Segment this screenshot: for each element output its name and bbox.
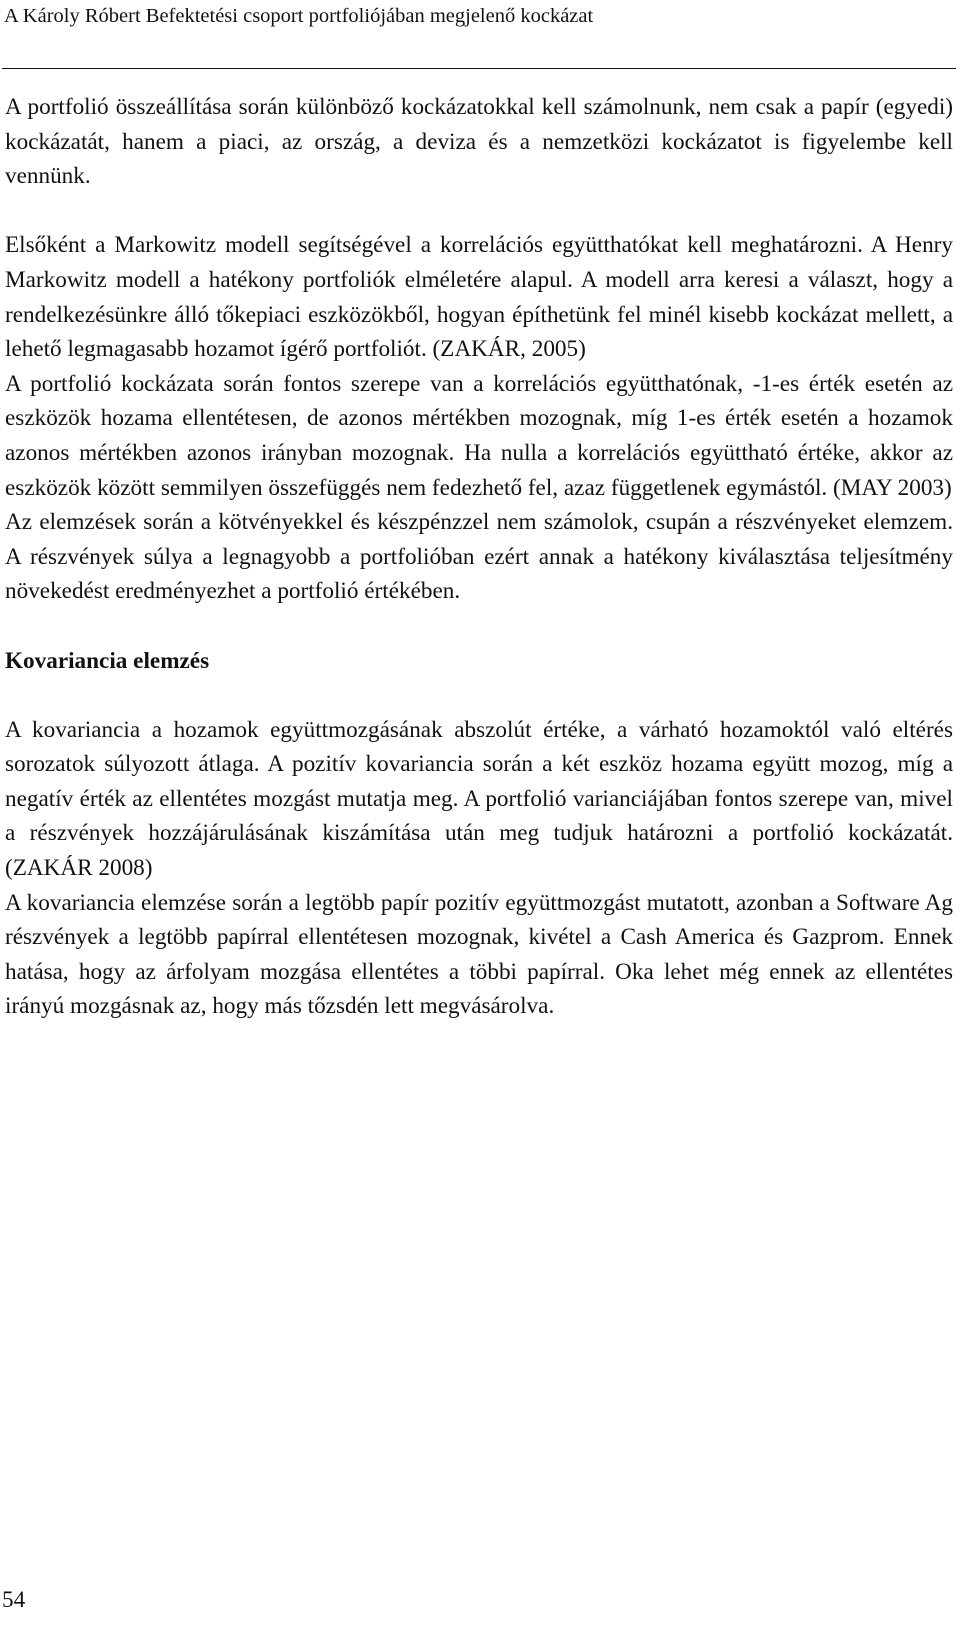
paragraph-covariance-definition: A kovariancia a hozamok együttmozgásának abszolút értéke, a várható hozamoktól való eltérés sorozatok súlyozott átlaga. A pozitív kovariancia során a két eszköz hozama együtt mozog, míg a negatív érték az ellentétes mozgást mutatja meg. A portfolió varianciájában fontos szerepe van, mivel a részvények hozzájárulásának kiszámítása után meg tudjuk határozni a portfolió kockázatát. (ZAKÁR 2008) <box>5 716 953 882</box>
section-spacer-top <box>5 609 953 644</box>
page-number: 54 <box>2 1587 26 1613</box>
header-divider <box>2 68 956 69</box>
paragraph-spacer <box>5 194 953 229</box>
section-heading: Kovariancia elemzés <box>5 647 210 674</box>
paragraph-correlation: A portfolió kockázata során fontos szerepe van a korrelációs együtthatónak, -1-es érték esetén az eszközök hozama ellentétesen, de azonos mértékben mozognak, míg 1-es érték esetén a hozamok azonos mértékben azonos irányban mozognak. Ha nulla a korrelációs együttható értéke, akkor az eszközök között semmilyen összefüggés nem fedezhető fel, azaz függetlenek egymástól. (MAY 2003) <box>5 370 953 501</box>
page-body <box>5 90 953 1024</box>
paragraph-markowitz: Elsőként a Markowitz modell segítségével a korrelációs együtthatókat kell meghatározni. A Henry Markowitz modell a hatékony portfoliók elméletére alapul. A modell arra keresi a választ, hogy a rendelkezésünkre álló tőkepiaci eszközökből, hogyan építhetünk fel minél kisebb kockázat mellett, a lehető legmagasabb hozamot ígérő portfoliót. (ZAKÁR, 2005) <box>5 232 953 363</box>
paragraph-covariance-results: A kovariancia elemzése során a legtöbb papír pozitív együttmozgást mutatott, azonban a Software Ag részvények a legtöbb papírral ellentétesen mozognak, kivétel a Cash America és Gazprom. Ennek hatása, hogy az árfolyam mozgása ellentétes a többi papírral. Oka lehet még ennek az ellentétes irányú mozgásnak az, hogy más tőzsdén lett megvásárolva. <box>5 889 953 1020</box>
paragraph-intro: A portfolió összeállítása során különböző kockázatokkal kell számolnunk, nem csak a papír (egyedi) kockázatát, hanem a piaci, az ország, a deviza és a nemzetközi kockázatot is figyelembe kell vennünk. <box>5 94 953 190</box>
section-spacer-bottom <box>5 678 953 713</box>
running-header-title: A Károly Róbert Befektetési csoport portfoliójában megjelenő kockázat <box>4 5 594 27</box>
paragraph-analysis-scope: Az elemzések során a kötvényekkel és készpénzzel nem számolok, csupán a részvényeket elemzem. A részvények súlya a legnagyobb a portfolióban ezért annak a hatékony kiválasztása teljesítmény növekedést eredményezhet a portfolió értékében. <box>5 509 953 605</box>
